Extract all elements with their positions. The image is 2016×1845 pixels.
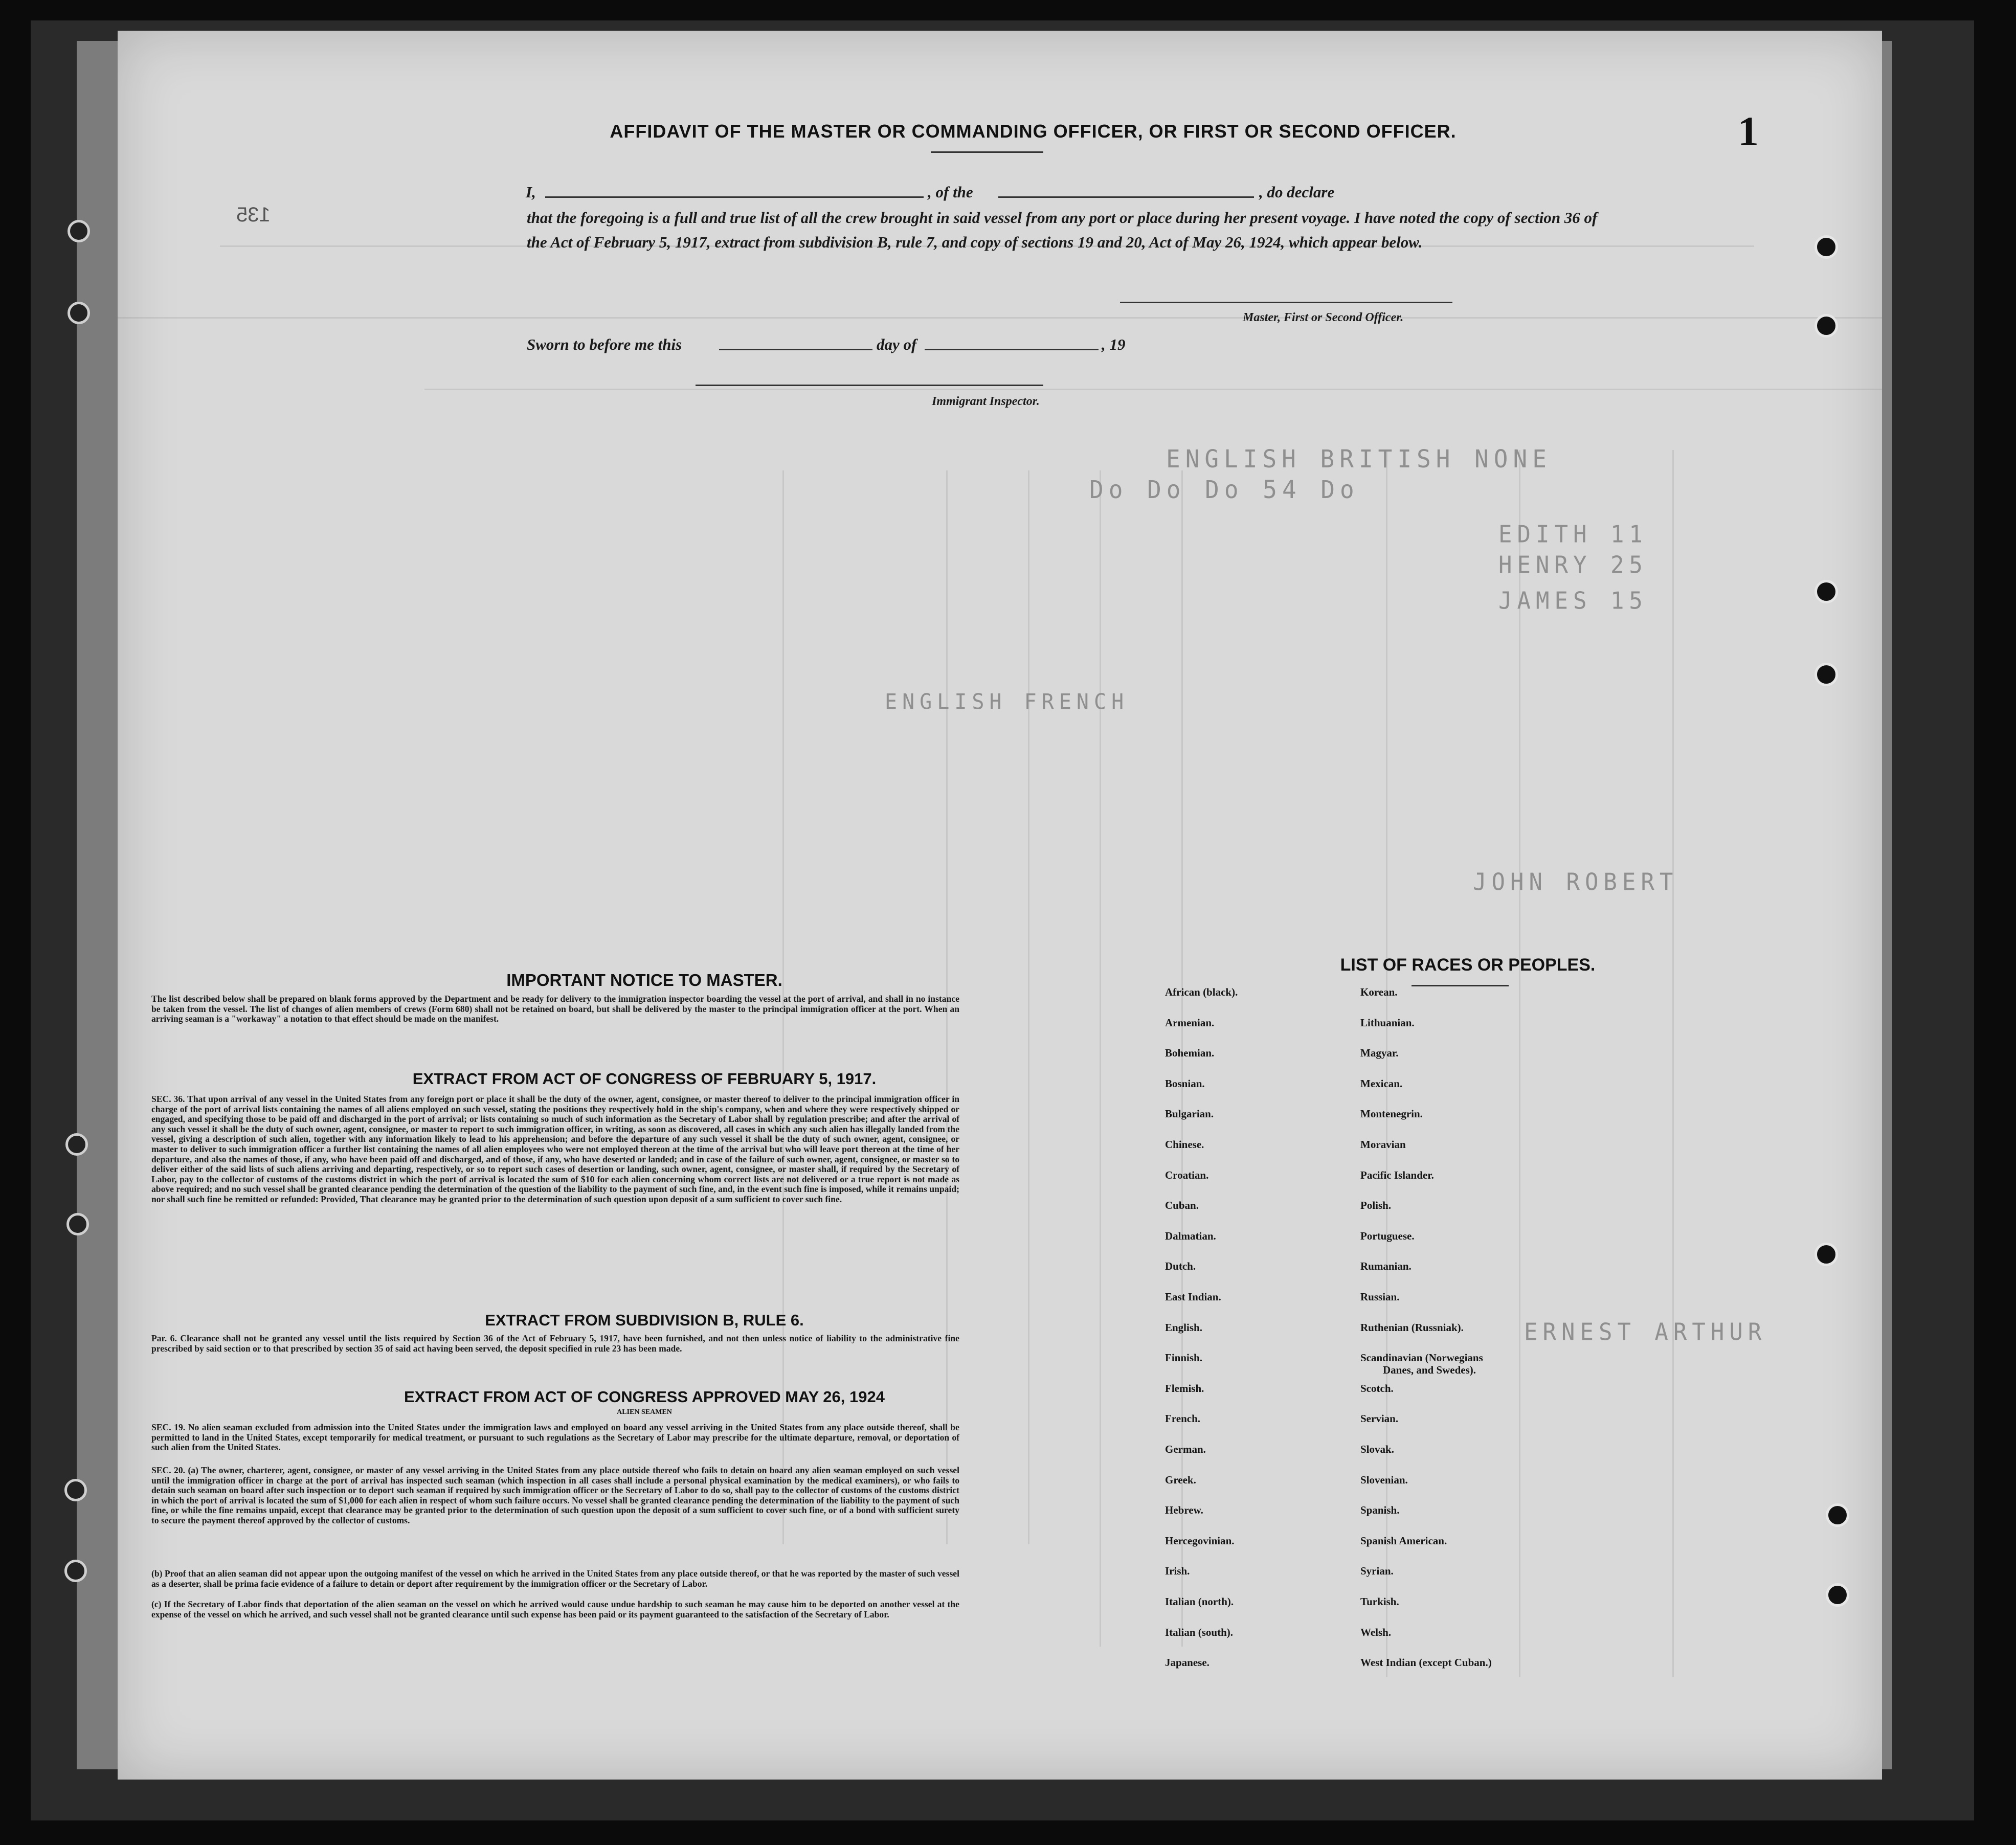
race-item: Mexican.: [1360, 1077, 1403, 1090]
race-item: Greek.: [1165, 1473, 1196, 1486]
extract-1924-title: EXTRACT FROM ACT OF CONGRESS APPROVED MAY 26, 1924: [404, 1388, 885, 1406]
race-item: Turkish.: [1360, 1595, 1399, 1608]
race-item: Japanese.: [1165, 1656, 1209, 1669]
race-item: Rumanian.: [1360, 1260, 1412, 1273]
punch-hole: [1815, 1243, 1838, 1266]
punch-hole: [66, 1213, 89, 1235]
sec-20b-text: (b) Proof that an alien seaman did not appear upon the outgoing manifest of the vessel on which he arrived in the United States from any place outside thereof, or that he was reported by the master of such vessel as a deserter, shall be prima facie evidence of a failure to detain or deport after requirement by the immigration officer or the Secretary of Labor.: [151, 1568, 959, 1589]
race-item: Welsh.: [1360, 1626, 1392, 1638]
race-item: West Indian (except Cuban.): [1360, 1656, 1492, 1669]
sec-20a-text: SEC. 20. (a) The owner, charterer, agent, consignee, or master of any vessel arriving in the United States from any place outside thereof who fails to detain on board any alien seaman employed on such vessel until the immigration officer in charge at the port of arrival has inspected such seaman (which inspection in all cases shall include a personal physical examination by the medical examiners), or who fails to detain such seaman on board after such inspection or to deport such seaman if required by such immigration officer or the Secretary of Labor to do so, shall pay to the collector of customs of the customs district in which the port of arrival is located the sum of $1,000 for each alien in respect of whom such failure occurs. No vessel shall be granted clearance pending the determination of the liability to the payment of such fine, or while the fine remains unpaid, except that clearance may be granted prior to the determination of such question upon the deposit of a sum sufficient to cover such fine, or of a bond with sufficient surety to secure the payment thereof approved by the collector of customs.: [151, 1465, 959, 1525]
race-item: Dutch.: [1165, 1260, 1196, 1273]
vessel-name-line[interactable]: [998, 196, 1254, 198]
sworn-year: , 19: [1102, 335, 1126, 353]
race-item: Dalmatian.: [1165, 1229, 1216, 1242]
notice-text: The list described below shall be prepared on blank forms approved by the Department and be ready for delivery to the immigration inspector boarding the vessel at the port of arrival, and shall in no instance be taken from the vessel. The list of changes of alien members of crews (Form 680) shall not be retained on board, but shall be delivered by the master to the principal immigration officer at the port. When an arriving seaman is a "workaway" a notation to that effect should be made on the manifest.: [151, 994, 959, 1024]
signature-line[interactable]: [1120, 302, 1452, 303]
race-item: Irish.: [1165, 1565, 1190, 1578]
race-item: Flemish.: [1165, 1382, 1204, 1394]
race-item: German.: [1165, 1443, 1206, 1455]
punch-hole: [68, 220, 90, 242]
sworn-day: day of: [877, 335, 917, 353]
race-item: Cuban.: [1165, 1199, 1199, 1212]
sworn-date-line[interactable]: [719, 349, 872, 350]
races-title-rule: [1412, 985, 1509, 986]
race-item: Danes, and Swedes).: [1383, 1364, 1476, 1377]
affidavit-title: AFFIDAVIT OF THE MASTER OR COMMANDING OFFICER, OR FIRST OR SECOND OFFICER.: [610, 121, 1457, 142]
bleed-handwriting: EDITH 11: [1498, 521, 1648, 549]
sworn-month-line[interactable]: [925, 349, 1099, 350]
race-item: Croatian.: [1165, 1168, 1209, 1181]
race-item: Spanish American.: [1360, 1534, 1447, 1547]
extract-1924-subtitle: ALIEN SEAMEN: [617, 1408, 672, 1416]
punch-hole: [1826, 1503, 1849, 1527]
affidavit-declare: , do declare: [1259, 183, 1335, 201]
rule-6-text: Par. 6. Clearance shall not be granted any vessel until the lists required by Section 36 of the Act of February 5, 1917, have been furnished, and not then unless notice of liability to the administrative fine prescribed by said section or to that prescribed by section 35 of said act having been served, the deposit specified in rule 23 has been made.: [151, 1333, 959, 1354]
affidavit-body: that the foregoing is a full and true list of all the crew brought in said vessel from any port or place during her present voyage. I have noted the copy of section 36 of the Act of February 5, 1917, extract from subdivision B, rule 7, and copy of sections 19 and 20, Act of May 26, 1924, which appear below.: [527, 209, 1598, 251]
rule-6-title: EXTRACT FROM SUBDIVISION B, RULE 6.: [485, 1311, 804, 1329]
race-item: African (black).: [1165, 986, 1238, 998]
punch-hole: [1826, 1583, 1849, 1607]
race-item: Servian.: [1360, 1412, 1399, 1425]
race-item: French.: [1165, 1412, 1201, 1425]
punch-hole: [64, 1479, 87, 1501]
race-item: Bohemian.: [1165, 1047, 1215, 1060]
race-item: Montenegrin.: [1360, 1108, 1423, 1120]
race-item: Hebrew.: [1165, 1504, 1203, 1517]
race-item: Scotch.: [1360, 1382, 1394, 1394]
race-item: Armenian.: [1165, 1016, 1215, 1029]
inspector-signature-line[interactable]: [696, 385, 1043, 386]
extract-1917-text: SEC. 36. That upon arrival of any vessel in the United States from any foreign port or place it shall be the duty of the owner, agent, consignee, or master thereof to deliver to the principal immigration officer in charge of the port of arrival lists containing the names of all aliens employed on such vessel, stating the positions they respectively hold in the ship's company, when and where they were respectively shipped or engaged, and specifying those to be paid off and discharged in the port of arrival; or lists containing so much of such information as the Secretary of Labor shall by regulation prescribe; and after the arrival of any such vessel it shall be the duty of such owner, agent, consignee, or master to report to such immigration officer, in writing, as soon as discovered, all cases in which any such alien has illegally landed from the vessel, giving a description of such alien, together with any information likely to lead to his apprehension; and before the departure of any such vessel it shall be the duty of such owner, agent, consignee, or master to deliver to such immigration officer a further list containing the names of all alien employees who were not employed thereon at the time of the arrival but who will leave port thereon at the time of her departure, and also the names of those, if any, who have been paid off and discharged, and of those, if any, who have deserted or landed; and in case of the failure of such owner, agent, consignee, or master so to deliver either of the said lists of such aliens arriving and departing, respectively, or so to report such cases of desertion or landing, such owner, agent, consignee, or master shall, if required by the Secretary of Labor, pay to the collector of customs of the customs district in which the port of arrival is located the sum of $10 for each alien concerning whom correct lists are not delivered or a true report is not made as above required; and no such vessel shall be granted clearance pending the determination of the question of the liability to the payment of such fine, and, in the event such fine is imposed, while it remains unpaid; nor shall such fine be remitted or refunded: Provided, That clearance may be granted prior to the determination of such question upon deposit of a sum sufficient to cover such fine.: [151, 1094, 959, 1204]
race-item: Syrian.: [1360, 1565, 1394, 1578]
bleed-handwriting: ENGLISH FRENCH: [885, 689, 1129, 715]
affidavit-i: I,: [526, 183, 536, 201]
race-item: Bosnian.: [1165, 1077, 1205, 1090]
race-item: Moravian: [1360, 1138, 1406, 1151]
punch-hole: [65, 1133, 88, 1156]
bleed-handwriting: Do Do Do 54 Do: [1089, 475, 1359, 504]
title-rule: [931, 151, 1043, 153]
race-item: Slovenian.: [1360, 1473, 1408, 1486]
margin-mark: 1: [1738, 108, 1759, 154]
notice-title: IMPORTANT NOTICE TO MASTER.: [506, 971, 782, 989]
punch-hole: [1815, 314, 1838, 338]
race-item: Scandinavian (Norwegians: [1360, 1352, 1483, 1364]
extract-1917-title: EXTRACT FROM ACT OF CONGRESS OF FEBRUARY 5, 1917.: [412, 1070, 877, 1088]
race-item: Portuguese.: [1360, 1229, 1415, 1242]
manifest-page: [118, 31, 1882, 1780]
sec-20c-text: (c) If the Secretary of Labor finds that deportation of the alien seaman on the vessel on which he arrived would cause undue hardship to such seaman he may cause him to be deported on another vessel at the expense of the vessel on which he arrived, and such vessel shall not be granted clearance until such expense has been paid or its payment guaranteed to the satisfaction of the Secretary of Labor.: [151, 1599, 959, 1619]
race-item: English.: [1165, 1321, 1202, 1334]
race-item: Slovak.: [1360, 1443, 1394, 1455]
race-item: Finnish.: [1165, 1352, 1202, 1364]
race-item: Ruthenian (Russniak).: [1360, 1321, 1464, 1334]
race-item: Hercegovinian.: [1165, 1534, 1235, 1547]
bleed-handwriting: JOHN ROBERT: [1473, 868, 1678, 896]
inspector-label: Immigrant Inspector.: [932, 395, 1040, 408]
race-item: Chinese.: [1165, 1138, 1204, 1151]
race-item: Lithuanian.: [1360, 1016, 1415, 1029]
race-item: Bulgarian.: [1165, 1108, 1214, 1120]
signature-label: Master, First or Second Officer.: [1243, 311, 1404, 324]
bleed-handwriting: ERNEST ARTHUR: [1524, 1318, 1767, 1346]
sec-19-text: SEC. 19. No alien seaman excluded from admission into the United States under the immigration laws and employed on board any vessel arriving in the United States from any place outside thereof, shall be permitted to land in the United States, except temporarily for medical treatment, or pursuant to such regulations as the Secretary of Labor may prescribe for the ultimate departure, removal, or deportation of such alien from the United States.: [151, 1422, 959, 1453]
punch-hole: [1815, 580, 1838, 603]
bleed-handwriting: ENGLISH BRITISH NONE: [1166, 444, 1552, 474]
race-item: Italian (south).: [1165, 1626, 1234, 1638]
race-item: Russian.: [1360, 1291, 1400, 1303]
bleed-handwriting: HENRY 25: [1498, 551, 1648, 579]
officer-name-line[interactable]: [545, 196, 924, 198]
bleed-handwriting: JAMES 15: [1498, 587, 1648, 615]
sworn-prefix: Sworn to before me this: [527, 335, 682, 353]
margin-number: 135: [236, 204, 271, 226]
race-item: Spanish.: [1360, 1504, 1400, 1517]
punch-hole: [1815, 235, 1838, 259]
punch-hole: [1815, 663, 1838, 686]
race-item: Magyar.: [1360, 1047, 1399, 1060]
races-title: LIST OF RACES OR PEOPLES.: [1340, 955, 1596, 975]
race-item: Korean.: [1360, 986, 1398, 998]
affidavit-of-the: , of the: [928, 183, 973, 201]
race-item: Polish.: [1360, 1199, 1392, 1212]
race-item: East Indian.: [1165, 1291, 1221, 1303]
race-item: Pacific Islander.: [1360, 1168, 1434, 1181]
punch-hole: [68, 302, 90, 324]
race-item: Italian (north).: [1165, 1595, 1234, 1608]
punch-hole: [64, 1560, 87, 1582]
